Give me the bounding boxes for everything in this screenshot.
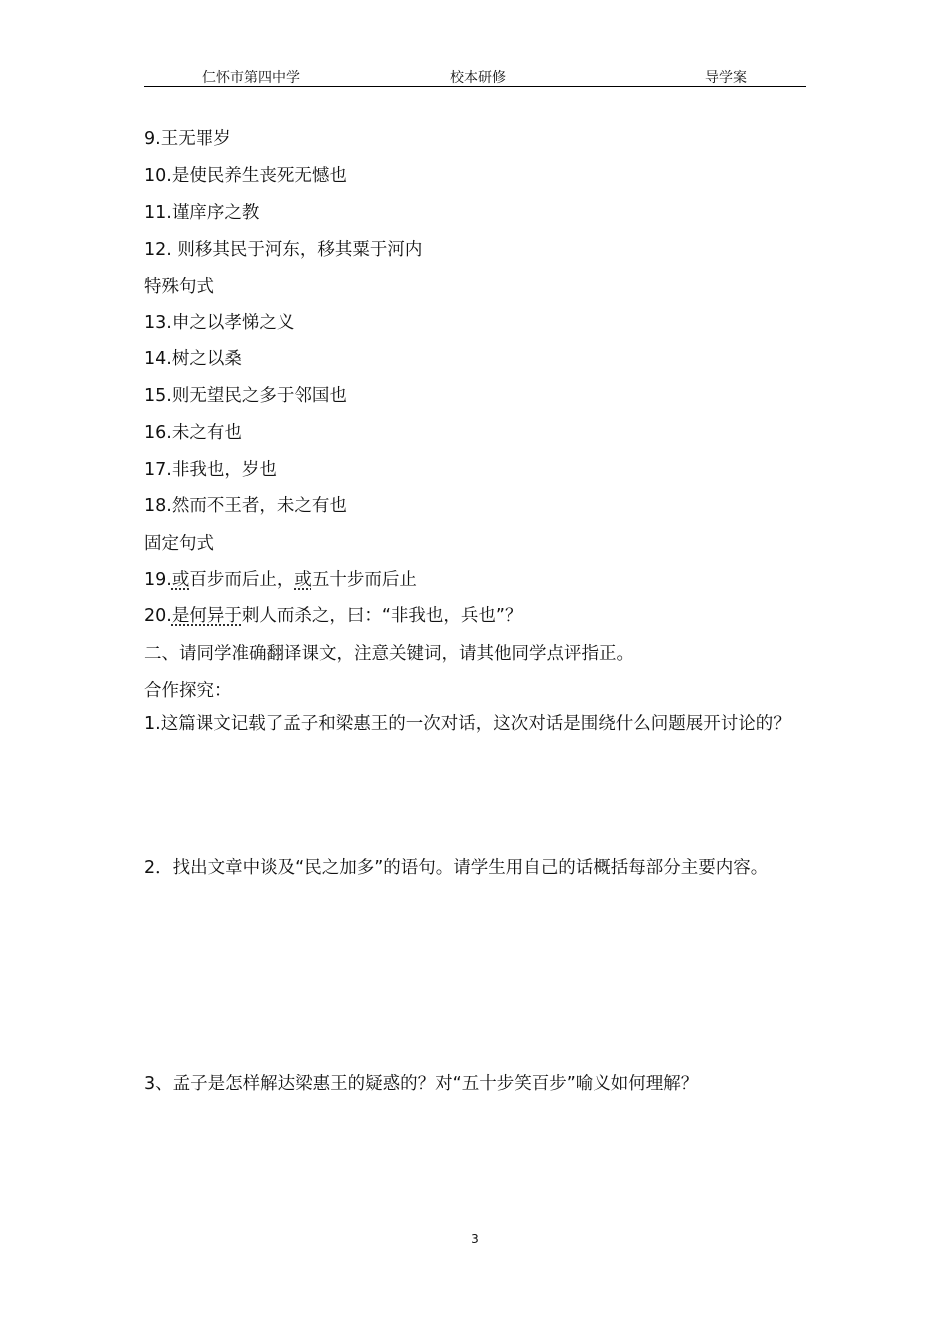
- page-header: [144, 64, 806, 87]
- item-10: 10.是使民养生丧死无憾也: [144, 166, 347, 186]
- item-18: 18.然而不王者，未之有也: [144, 496, 347, 516]
- heading-fixed-sentences: 固定句式: [144, 534, 214, 554]
- item-11: 11.谨庠序之教: [144, 203, 260, 223]
- question-2: 2．找出文章中谈及“民之加多”的语句。请学生用自己的话概括每部分主要内容。: [144, 858, 769, 878]
- item-13: 13.申之以孝悌之义: [144, 313, 295, 333]
- page-number: 3: [471, 1232, 479, 1246]
- marked-word: 或: [294, 570, 312, 590]
- header-doc-type: 导学案: [705, 70, 747, 86]
- heading-special-sentences: 特殊句式: [144, 277, 214, 297]
- header-category: 校本研修: [450, 70, 506, 86]
- header-school: 仁怀市第四中学: [202, 70, 300, 86]
- item-15: 15.则无望民之多于邻国也: [144, 386, 347, 406]
- item-9: 9.王无罪岁: [144, 129, 231, 149]
- section-two-instruction: 二、请同学准确翻译课文，注意关键词，请其他同学点评指正。: [144, 644, 634, 664]
- question-3: 3、孟子是怎样解达梁惠王的疑惑的？对“五十步笑百步”喻义如何理解？: [144, 1074, 699, 1094]
- item-20: 20.是何异于刺人而杀之，曰：“非我也，兵也”？: [144, 606, 523, 626]
- item-12: 12. 则移其民于河东，移其粟于河内: [144, 240, 423, 260]
- marked-word: 或: [171, 570, 190, 590]
- cooperate-heading: 合作探究：: [144, 681, 232, 701]
- marked-phrase: 是何异于: [171, 606, 242, 626]
- item-14: 14.树之以桑: [144, 349, 242, 369]
- item-17: 17.非我也，岁也: [144, 460, 277, 480]
- question-1: 1.这篇课文记载了孟子和梁惠王的一次对话，这次对话是围绕什么问题展开讨论的？: [144, 714, 791, 734]
- item-16: 16.未之有也: [144, 423, 242, 443]
- item-19: 19.或百步而后止，或五十步而后止: [144, 570, 417, 590]
